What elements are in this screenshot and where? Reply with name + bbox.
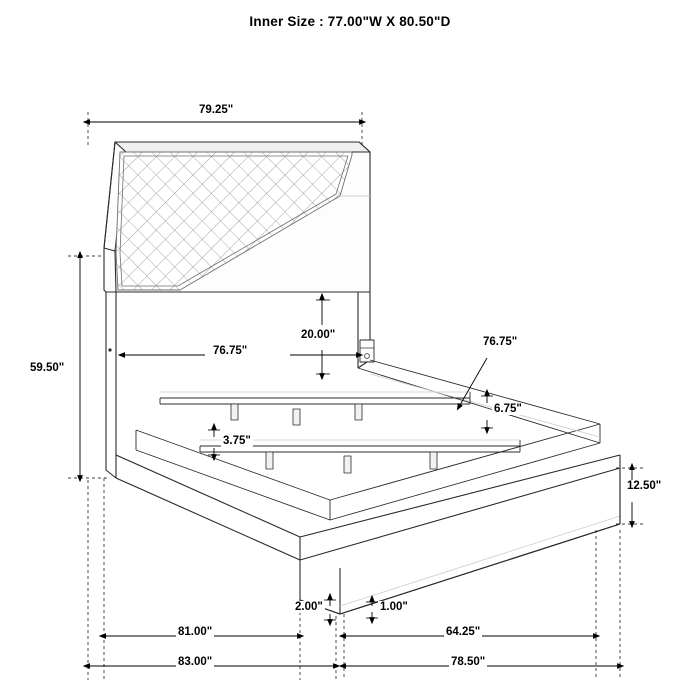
dim-bottom-left-width: 81.00" (178, 626, 213, 638)
dim-foot-lip: 1.00" (380, 601, 408, 613)
dim-bottom-outer-width: 83.00" (178, 656, 213, 668)
dim-slat-thickness: 3.75" (223, 435, 251, 447)
dim-rail-depth: 6.75" (494, 403, 522, 415)
dim-headboard-height: 20.00" (301, 329, 336, 341)
page-title: Inner Size : 77.00"W X 80.50"D (249, 14, 451, 29)
dim-right-depth-outer: 78.50" (451, 656, 486, 668)
dim-overall-height: 59.50" (30, 362, 65, 374)
dim-footboard-height: 12.50" (627, 480, 662, 492)
dim-right-depth-inner: 64.25" (446, 626, 481, 638)
dim-side-rail-inner: 76.75" (483, 336, 518, 348)
dim-headboard-inner-width: 76.75" (213, 345, 248, 357)
dim-foot-clearance: 2.00" (295, 601, 323, 613)
dim-top-width: 79.25" (199, 104, 234, 116)
